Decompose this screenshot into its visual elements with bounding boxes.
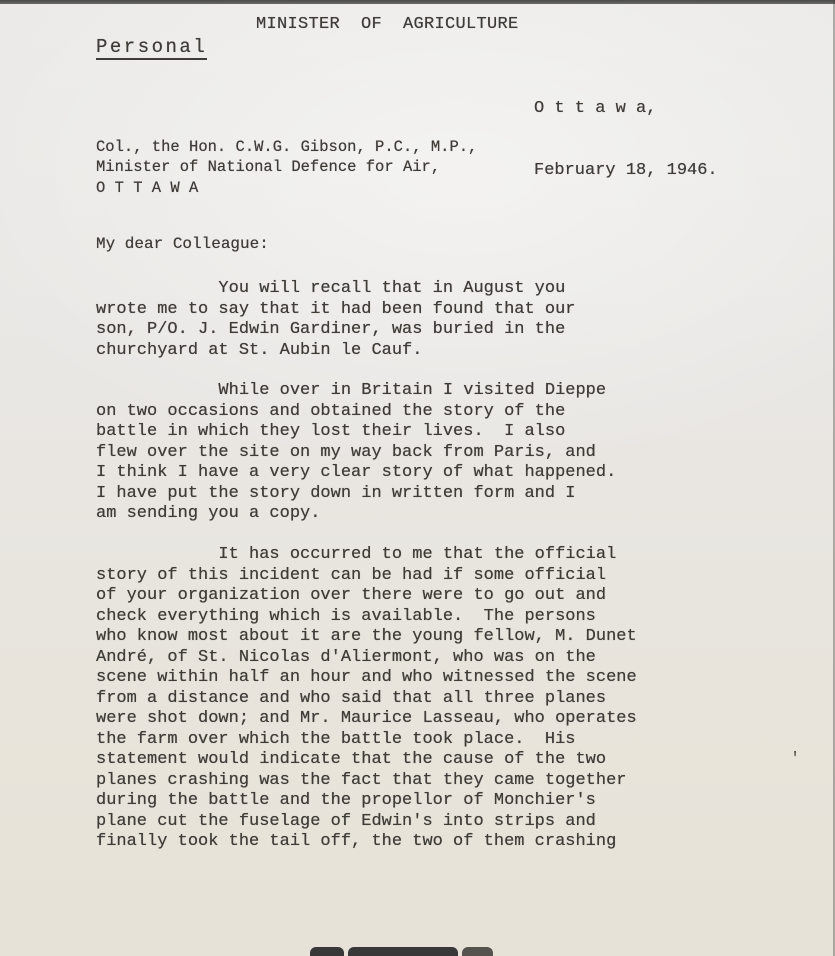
scan-edge-top — [0, 0, 835, 4]
text-line: son, P/O. J. Edwin Gardiner, was buried in the — [96, 320, 566, 339]
text-line: plane cut the fuselage of Edwin's into strips and — [96, 811, 596, 831]
bottom-toolbar-button-center[interactable] — [348, 947, 458, 956]
date-block — [534, 57, 718, 223]
text-line: While over in Britain I visited Dieppe — [96, 381, 607, 400]
text-line: of your organization over there were to go out and — [96, 586, 607, 605]
bottom-toolbar-button-right[interactable] — [462, 947, 493, 956]
text-line: scene within half an hour and who witnessed the scene — [96, 668, 637, 687]
text-line: story of this incident can be had if some official — [96, 565, 607, 585]
text-line: André, of St. Nicolas d'Aliermont, who was on the — [96, 647, 596, 667]
text-line: I think I have a very clear story of what happened. — [96, 463, 617, 482]
text-line: finally took the tail off, the two of them crashing — [96, 832, 617, 851]
place-line: O t t a w a, — [534, 98, 657, 118]
text-line: wrote me to say that it had been found that our — [96, 299, 576, 319]
paragraph-2 — [96, 381, 616, 525]
text-line: Minister of National Defence for Air, — [96, 158, 441, 177]
text-line: You will recall that in August you — [96, 279, 566, 298]
paragraph-1 — [96, 279, 575, 361]
text-line: churchyard at St. Aubin le Cauf. — [96, 340, 423, 360]
text-line: battle in which they lost their lives. I also — [96, 422, 566, 441]
text-line: during the battle and the propellor of Monchier's — [96, 791, 596, 810]
salutation: My dear Colleague: — [96, 235, 269, 253]
text-line: on two occasions and obtained the story of the — [96, 401, 566, 421]
text-line: the farm over which the battle took place. His — [96, 729, 576, 749]
text-line: It has occurred to me that the official — [96, 545, 617, 564]
bottom-toolbar-button-left[interactable] — [310, 947, 344, 956]
letterhead-title: MINISTER OF AGRICULTURE — [256, 15, 519, 34]
personal-label: Personal — [96, 36, 208, 58]
text-line: Col., the Hon. C.W.G. Gibson, P.C., M.P., — [96, 138, 478, 156]
date-line: February 18, 1946. — [534, 160, 718, 180]
text-line: flew over the site on my way back from Paris, and — [96, 442, 596, 462]
text-line: were shot down; and Mr. Maurice Lasseau, who operates — [96, 709, 637, 728]
text-line: am sending you a copy. — [96, 504, 321, 523]
text-line: check everything which is available. The persons — [96, 606, 596, 626]
stray-ink-mark: ' — [790, 750, 801, 769]
recipient-address — [96, 137, 477, 198]
text-line: I have put the story down in written form and I — [96, 483, 576, 503]
text-line: who know most about it are the young fellow, M. Dunet — [96, 627, 637, 646]
text-line: from a distance and who said that all three planes — [96, 688, 607, 708]
text-line: O T T A W A — [96, 178, 199, 197]
text-line: planes crashing was the fact that they came together — [96, 770, 627, 790]
paragraph-3 — [96, 545, 637, 853]
text-line: statement would indicate that the cause of the two — [96, 750, 607, 769]
